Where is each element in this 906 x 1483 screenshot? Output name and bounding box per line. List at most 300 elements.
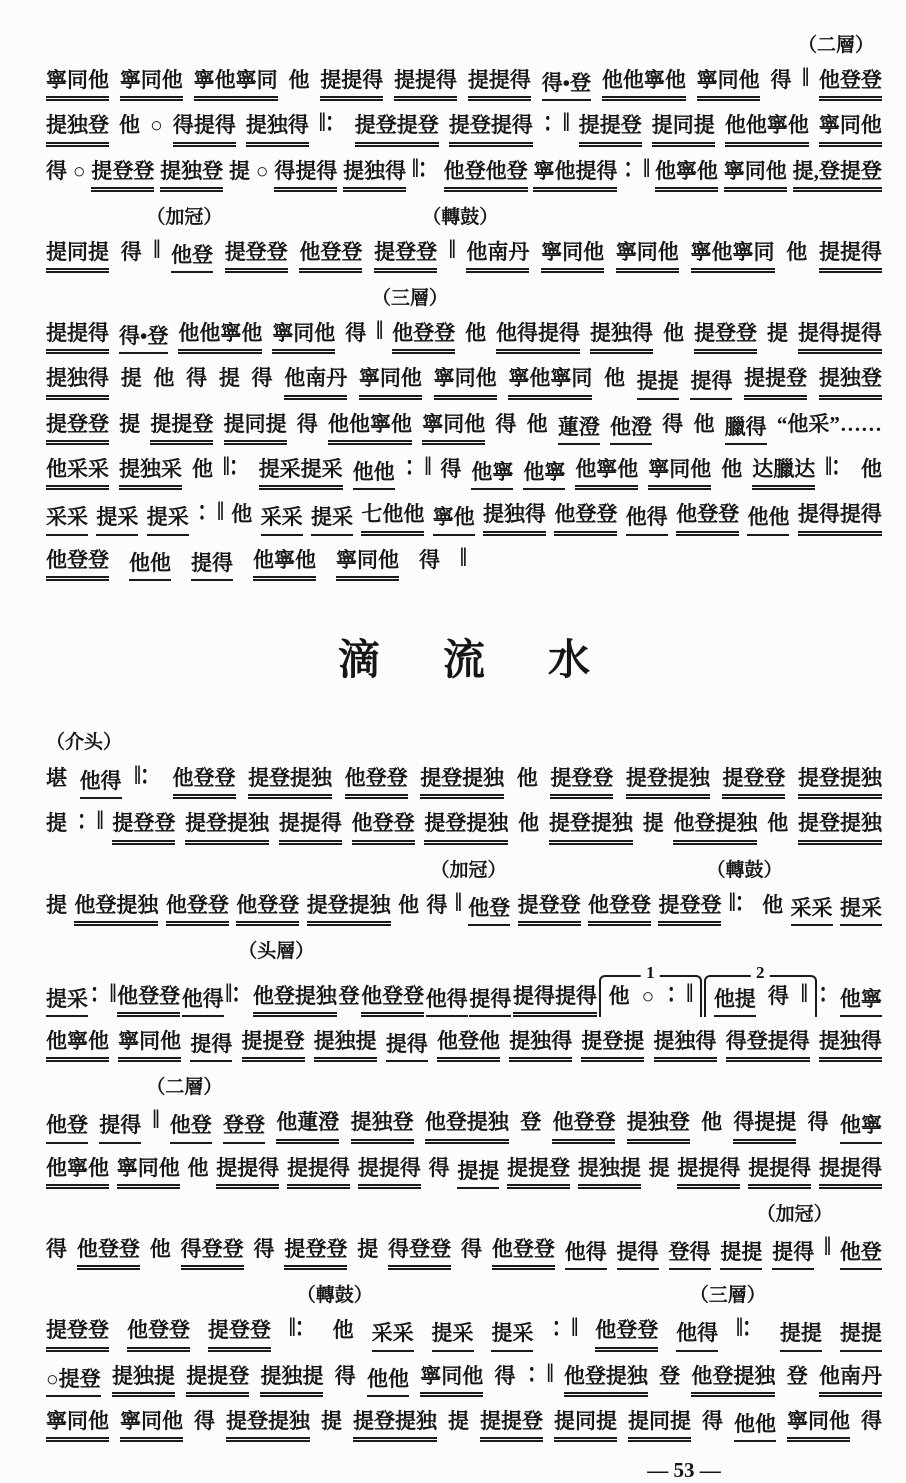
notation-token: 得: [861, 1408, 882, 1433]
notation-token: 寧同他: [120, 1408, 183, 1442]
notation-token: 提得: [469, 986, 511, 1017]
notation-token: 他: [191, 457, 213, 482]
barline: ‖：: [288, 1312, 315, 1343]
notation-token: 提: [321, 1408, 342, 1433]
score-line: [46, 1357, 882, 1397]
notation-token: 提采: [96, 504, 138, 535]
notation-token: 提提登: [507, 1155, 570, 1189]
notation-token: 提同提: [628, 1408, 691, 1442]
barline: ‖: [454, 886, 461, 917]
notation-token: ○: [150, 113, 163, 138]
notation-token: 提: [357, 1237, 379, 1262]
notation-token: 提提登: [186, 1363, 249, 1397]
notation-token: 提得: [191, 550, 233, 581]
notation-token: 他南丹: [819, 1363, 882, 1397]
section-label-zhuangu: （轉鼓）: [422, 206, 499, 228]
section-label-row: [46, 30, 882, 56]
notation-token: 提提得: [819, 1155, 882, 1189]
notation-token: 寧同他: [724, 158, 787, 192]
notation-token: 他登提独: [253, 983, 337, 1017]
notation-token: 他蓮澄: [276, 1109, 339, 1143]
notation-token: 采采: [46, 504, 88, 535]
notation-token: 提: [46, 811, 67, 836]
notation-token: 提提: [457, 1158, 499, 1189]
barline: ‖：: [736, 1312, 762, 1343]
notation-token: 提独登: [627, 1109, 690, 1143]
notation-token: 他登登: [345, 765, 408, 799]
score-line: [46, 1408, 882, 1442]
volta-bracket: [704, 962, 817, 1017]
notation-token: 提登提独: [798, 765, 882, 799]
notation-token: 采采: [791, 895, 833, 926]
barline: ‖：: [825, 451, 851, 482]
notation-token: 得: [251, 366, 273, 391]
notation-token: 得: [428, 1155, 450, 1180]
notation-token: 提登登: [374, 239, 437, 273]
notation-token: 得: [770, 68, 792, 92]
notation-token: 提独提: [314, 1028, 377, 1062]
notation-token: 他登登: [352, 810, 415, 844]
score-line: [46, 1312, 882, 1351]
notation-token: 他寧: [840, 986, 882, 1017]
notation-token: 提采: [46, 986, 88, 1017]
notation-token: 他: [516, 765, 538, 790]
notation-token: 提独登: [819, 365, 882, 399]
notation-token: 提提得: [748, 1155, 811, 1189]
notation-token: 他: [119, 113, 141, 138]
barline: ‖: [448, 234, 455, 265]
notation-token: 寧同他: [697, 67, 760, 101]
notation-token: 他登登: [676, 501, 739, 535]
notation-token: 他得: [80, 768, 122, 799]
barline: ‖：: [222, 451, 249, 482]
notation-token: 提同提: [224, 411, 287, 445]
notation-token: 他登登: [588, 892, 651, 926]
notation-token: 提登登: [208, 1317, 271, 1351]
notation-token: 寧同他: [616, 239, 679, 273]
notation-token: 提提得: [287, 1155, 350, 1189]
notation-token: 他: [663, 321, 685, 346]
barline: ：‖: [551, 1312, 578, 1343]
notation-token: 他登登: [77, 1236, 140, 1270]
notation-token: 寧他寧同: [194, 67, 278, 101]
notation-token: 他登登: [46, 547, 109, 581]
notation-token: 提登登: [550, 765, 613, 799]
notation-token: 提得提得: [798, 501, 882, 535]
notation-token: 提登提独: [185, 810, 269, 844]
section-label-sanceng: （三層）: [372, 288, 449, 310]
notation-token: 寧同他: [420, 1363, 483, 1397]
barline: ‖: [802, 62, 809, 93]
notation-token: 提: [448, 1408, 469, 1433]
notation-token: 登: [659, 1363, 681, 1388]
notation-token: 得: [461, 1237, 482, 1262]
notation-token: 他登登: [236, 892, 299, 926]
score-line: [46, 152, 882, 192]
notation-token: 他登登: [117, 983, 180, 1017]
notation-token: 他登: [171, 242, 213, 273]
notation-token: 堪: [46, 765, 67, 790]
notation-token: 得登登: [388, 1236, 451, 1270]
notation-token: 得: [495, 411, 517, 436]
notation-token: 他寧: [523, 459, 565, 490]
notation-token: 得: [662, 411, 684, 436]
section-label-jiaguan: （加冠）: [146, 206, 223, 228]
score-line: [46, 234, 882, 273]
score-line: [46, 107, 882, 146]
notation-token: 提登提得: [449, 112, 533, 146]
notation-token: 他登提独: [691, 1363, 775, 1397]
notation-token: 提独得: [590, 320, 653, 354]
notation-token: 提独得: [819, 1028, 882, 1062]
notation-token: 他: [288, 68, 310, 92]
notation-token: 他得: [626, 504, 668, 535]
notation-token: 他寧他: [655, 158, 718, 192]
notation-token: 他他: [353, 459, 395, 490]
notation-token: 提登提独: [226, 1408, 310, 1442]
notation-token: 他: [153, 366, 175, 391]
notation-token: 得: [426, 892, 448, 917]
notation-token: 他他寧他: [328, 411, 412, 445]
notation-token: 提登登: [722, 765, 785, 799]
notation-token: 他: [332, 1318, 354, 1343]
notation-token: 寧同他: [272, 320, 335, 354]
section-label-jiaguan: （加冠）: [430, 859, 507, 881]
barline: ：‖: [404, 451, 431, 482]
notation-token: 他他寧他: [602, 67, 686, 101]
notation-token: 他: [149, 1237, 171, 1262]
notation-token: 提登登: [225, 239, 288, 273]
notation-token: 得提得: [274, 158, 337, 192]
notation-token: 得: [253, 1237, 275, 1262]
notation-token: 提采: [147, 504, 189, 535]
notation-token: 提独登: [351, 1109, 414, 1143]
notation-token: 提登提独: [248, 765, 332, 799]
notation-token: 他: [767, 811, 789, 836]
notation-token: 得登登: [181, 1236, 244, 1270]
notation-token: 他采采: [46, 456, 109, 490]
notation-token: ○: [255, 158, 269, 183]
notation-token: 寧同他: [434, 365, 497, 399]
notation-token: 提登提: [581, 1028, 644, 1062]
page-number: — 53 —: [647, 1458, 721, 1483]
section-label-row: [46, 1199, 882, 1225]
notation-token: 提采: [311, 504, 353, 535]
notation-token: 他澄: [610, 414, 652, 445]
notation-token: 他他: [747, 504, 789, 535]
notation-token: 他: [701, 1110, 723, 1135]
notation-token: 提提: [780, 1320, 822, 1351]
notation-token: 提登登: [694, 320, 757, 354]
notation-token: 提得: [617, 1239, 659, 1270]
score-line: [46, 805, 882, 844]
notation-token: 他: [762, 892, 784, 917]
notation-token: 提: [120, 366, 142, 391]
notation-token: 得: [46, 158, 67, 183]
notation-token: 他登提独: [673, 810, 757, 844]
notation-token: 提独得: [654, 1028, 717, 1062]
notation-token: 寧同他: [46, 1408, 109, 1442]
notation-token: 提独提: [578, 1155, 641, 1189]
notation-token: 他他: [367, 1366, 409, 1397]
notation-token: 得: [419, 547, 440, 572]
notation-token: 得: [702, 1408, 723, 1433]
notation-token: 提得: [386, 1031, 428, 1062]
notation-token: 提提: [637, 368, 679, 399]
notation-token: 提得: [190, 1031, 232, 1062]
notation-token: 提提得: [46, 320, 109, 354]
score-line: [46, 62, 882, 101]
notation-token: 提: [229, 158, 250, 183]
notation-token: 他登登: [361, 983, 424, 1017]
notation-token: 他登他登: [444, 158, 528, 192]
notation-token: 他登提独: [74, 892, 158, 926]
notation-token: 得: [767, 983, 789, 1008]
barline: ：‖: [89, 978, 116, 1009]
score-line: [46, 1155, 882, 1189]
barline: ‖: [460, 541, 466, 572]
section-label-jietou: （介头）: [46, 731, 123, 753]
section-label-row: [46, 202, 882, 228]
notation-token: 提: [46, 892, 67, 917]
notation-token: 提采提采: [259, 456, 343, 490]
barline: ‖: [376, 315, 383, 346]
notation-token: 提登提独: [798, 810, 882, 844]
notation-token: 他登登: [492, 1236, 555, 1270]
barline: ‖：: [225, 978, 252, 1009]
notation-token: 他: [721, 457, 743, 482]
notation-token: 提提登: [480, 1408, 543, 1442]
section-label-row: [46, 855, 882, 881]
notation-token: 得: [494, 1363, 516, 1388]
notation-token: 提提得: [358, 1155, 421, 1189]
section-label-row: [46, 283, 882, 309]
notation-token: 他南丹: [466, 239, 529, 273]
notation-token: 寧他提得: [533, 158, 617, 192]
notation-token: 提登提独: [626, 765, 710, 799]
barline: ‖：: [412, 152, 438, 183]
barline: ‖: [800, 978, 807, 1009]
notation-token: 寧同他: [541, 239, 604, 273]
notation-token: 提提登: [579, 112, 642, 146]
notation-token: ○: [72, 158, 86, 183]
notation-token: 他寧他: [46, 1028, 109, 1062]
volta-bracket: [599, 962, 703, 1017]
notation-token: 提提: [840, 1320, 882, 1351]
notation-token: 得: [194, 1408, 215, 1433]
notation-token: 他得: [182, 986, 224, 1017]
notation-token: 他: [604, 366, 626, 391]
notation-token: 寧同他: [787, 1408, 850, 1442]
notation-token: 他登提独: [564, 1363, 648, 1397]
barline: ：‖: [197, 496, 223, 527]
notation-token: 提登登: [46, 1317, 109, 1351]
notation-token: 他登: [170, 1112, 212, 1143]
notation-token: 他他寧他: [725, 112, 809, 146]
notation-token: 提登提独: [307, 892, 391, 926]
notation-token: 提登登: [46, 411, 109, 445]
score-line: [46, 541, 882, 581]
notation-token: 登得: [669, 1239, 711, 1270]
notation-token: 他得: [565, 1239, 607, 1270]
notation-token: 登: [338, 983, 360, 1008]
notation-token: 他: [231, 502, 253, 527]
section-label-row: [46, 1072, 882, 1098]
barline: ：‖: [666, 978, 693, 1009]
notation-token: 他得: [426, 986, 468, 1017]
notation-token: 提,登提登: [793, 158, 882, 192]
notation-token: 提: [766, 321, 788, 346]
notation-token: 提独登: [46, 112, 109, 146]
notation-token: 提登提登: [355, 112, 439, 146]
notation-token: 提登提独: [424, 810, 508, 844]
section-label-row: [46, 1280, 882, 1306]
notation-token: 提登登: [658, 892, 721, 926]
notation-token: 提采: [491, 1320, 533, 1351]
notation-token: 提: [648, 1155, 670, 1180]
notation-token: 提同提: [554, 1408, 617, 1442]
notation-token: 提得提得: [798, 320, 882, 354]
notation-token: 提登登: [112, 810, 175, 844]
notation-token: 他寧: [840, 1112, 882, 1143]
score-line: [46, 1028, 882, 1062]
notation-token: ○提登: [46, 1366, 101, 1397]
score-line: [46, 315, 882, 354]
notation-token: 他: [693, 411, 715, 436]
section-label-erceng: （二層）: [797, 35, 874, 56]
score-line: [46, 365, 882, 399]
section-label-jiaguan: （加冠）: [756, 1204, 833, 1226]
notation-token: 他: [526, 411, 548, 436]
notation-token: 他他寧他: [178, 320, 262, 354]
notation-token: 他得: [676, 1320, 718, 1351]
section-label-zhuangu: （轉鼓）: [706, 859, 783, 881]
notation-token: 得: [46, 1237, 67, 1262]
notation-token: 他: [860, 457, 882, 482]
notation-token: 提得: [772, 1239, 814, 1270]
notation-token: 他: [465, 321, 487, 346]
notation-token: 他寧他: [253, 547, 316, 581]
notation-token: 提独采: [119, 456, 182, 490]
notation-token: 得: [120, 239, 142, 264]
notation-token: 他: [608, 983, 630, 1008]
notation-token: 得•登: [119, 323, 168, 354]
notation-token: 提提: [720, 1239, 762, 1270]
notation-token: 提提登: [242, 1028, 305, 1062]
barline: ：‖: [526, 1357, 553, 1388]
notation-token: 他登登: [819, 67, 882, 101]
notation-token: 登: [786, 1363, 808, 1388]
score-line: [46, 962, 882, 1017]
notation-token: 提采: [432, 1320, 474, 1351]
notation-token: 提采: [840, 895, 882, 926]
notation-token: 提同提: [652, 112, 715, 146]
notation-token: 提: [119, 411, 141, 436]
notation-token: 提提得: [394, 67, 457, 101]
notation-token: 寧他寧同: [508, 365, 592, 399]
notation-token: 得: [296, 411, 318, 436]
notation-token: 他: [187, 1155, 209, 1180]
notation-token: 寧同他: [819, 112, 882, 146]
notation-token: 他南丹: [284, 365, 347, 399]
notation-token: 提登登: [284, 1236, 347, 1270]
notation-token: 他登: [46, 1112, 88, 1143]
notation-token: 得•登: [542, 70, 591, 101]
notation-token: 他登登: [595, 1317, 658, 1351]
notation-token: 得: [186, 366, 208, 391]
score-line: [46, 1104, 882, 1143]
barline: ‖: [152, 1104, 159, 1135]
notation-token: 他登登: [127, 1317, 190, 1351]
notation-token: 他登登: [166, 892, 229, 926]
notation-token: 提独得: [509, 1028, 572, 1062]
notation-token: 寧他寧同: [691, 239, 775, 273]
notation-token: 他登登: [173, 765, 236, 799]
notation-token: 寧同他: [120, 67, 183, 101]
notation-token: 他他: [734, 1411, 776, 1442]
notation-token: 寧同他: [117, 1155, 180, 1189]
notation-token: 达臘达: [752, 456, 815, 490]
barline: ：‖: [542, 107, 569, 138]
notation-token: 提独提: [260, 1363, 323, 1397]
notation-token: 提提登: [150, 411, 213, 445]
score-line: [46, 760, 882, 799]
section-label-sanceng: （三層）: [689, 1285, 766, 1307]
notation-token: 得提得: [173, 112, 236, 146]
notation-token: 他登: [468, 895, 510, 926]
notation-token: 提提得: [677, 1155, 740, 1189]
notation-token: 他登他: [437, 1028, 500, 1062]
score-line: [46, 411, 882, 445]
barline: ：: [818, 978, 839, 1009]
notation-token: 提独提: [112, 1363, 175, 1397]
barline: ‖：: [318, 107, 345, 138]
volta-number: 2: [751, 964, 770, 981]
notation-token: “他采”……: [776, 411, 882, 436]
notation-token: 登: [520, 1110, 542, 1135]
barline: ‖：: [728, 886, 755, 917]
notation-token: 得: [807, 1110, 829, 1135]
notation-token: 他: [786, 239, 808, 264]
notation-token: 寧同他: [422, 411, 485, 445]
score-line: [46, 1231, 882, 1270]
notation-token: 寧同他: [648, 456, 711, 490]
notation-token: 提独得: [46, 365, 109, 399]
notation-token: 臘得: [725, 414, 767, 445]
notation-token: 得登提得: [726, 1028, 810, 1062]
volta-number: 1: [641, 964, 660, 981]
notation-token: 提提得: [468, 67, 531, 101]
notation-token: 他得提得: [496, 320, 580, 354]
section-label-row: [46, 936, 882, 962]
notation-token: 蓮澄: [558, 414, 600, 445]
notation-token: 得: [345, 321, 367, 346]
notation-token: 采采: [372, 1320, 414, 1351]
section-label-touceng: （头層）: [238, 940, 315, 962]
notation-token: 他寧他: [575, 456, 638, 490]
notation-token: 他登登: [552, 1109, 615, 1143]
notation-token: 得: [334, 1363, 356, 1388]
notation-token: 提登提独: [353, 1408, 437, 1442]
notation-token: 他登: [840, 1239, 882, 1270]
notation-token: 提独得: [483, 501, 546, 535]
notation-token: 登登: [223, 1112, 265, 1143]
notation-token: 提登提独: [420, 765, 504, 799]
notation-token: 寧同他: [46, 67, 109, 101]
notation-token: 提登登: [91, 158, 154, 192]
score-line: [46, 886, 882, 926]
notation-token: 他提: [714, 986, 756, 1017]
